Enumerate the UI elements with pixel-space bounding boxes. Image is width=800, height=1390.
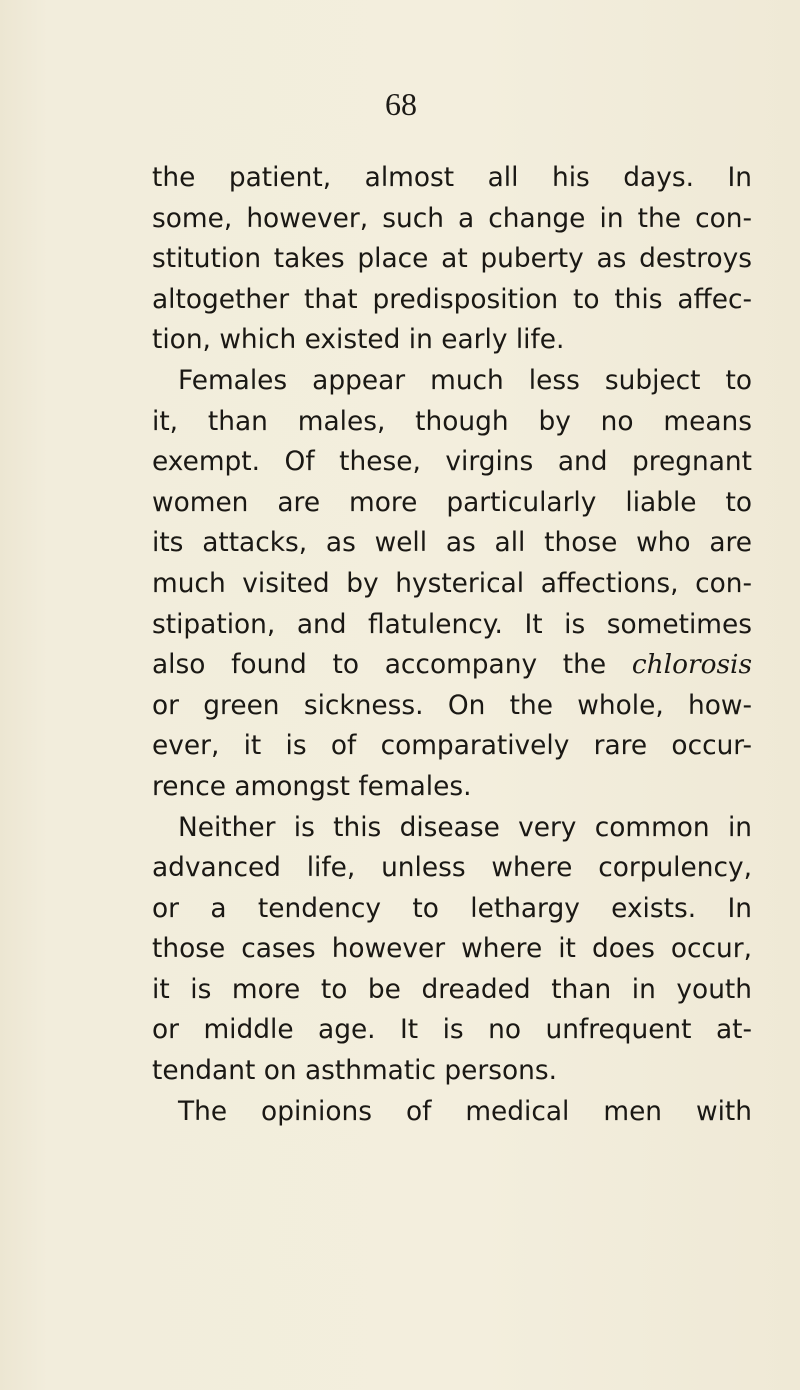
text-line [152, 239, 752, 280]
text-line [152, 645, 752, 686]
text-line [152, 1092, 752, 1133]
text-line [152, 848, 752, 889]
text-line [152, 320, 752, 361]
text-line-content: rence amongst females. [152, 770, 472, 802]
text-line-content: its attacks, as well as all those who are [152, 527, 752, 559]
text-line [152, 686, 752, 727]
text-line [152, 970, 752, 1011]
text-line-content: ever, it is of comparatively rare occur- [152, 730, 752, 762]
text-line [152, 280, 752, 321]
text-line [152, 605, 752, 646]
text-line-content: some, however, such a change in the con- [152, 202, 752, 234]
text-line [152, 442, 752, 483]
text-line [152, 361, 752, 402]
text-line-content: it is more to be dreaded than in youth [152, 973, 752, 1005]
text-line-content: stipation, and flatulency. It is sometimes [152, 608, 752, 640]
text-line-content: altogether that predisposition to this affec- [152, 283, 752, 315]
text-line [152, 564, 752, 605]
text-line-content: tion, which existed in early life. [152, 324, 565, 356]
text-line-content: women are more particularly liable to [152, 486, 752, 518]
text-line [152, 808, 752, 849]
text-line [152, 726, 752, 767]
text-line-content: exempt. Of these, virgins and pregnant [152, 446, 752, 478]
text-line-content: or green sickness. On the whole, how- [152, 689, 752, 721]
text-line-content: stitution takes place at puberty as destroys [152, 243, 752, 275]
text-line-content: Females appear much less subject to [178, 364, 752, 396]
text-line [152, 889, 752, 930]
text-line-content: those cases however where it does occur, [152, 933, 752, 965]
text-line [152, 1010, 752, 1051]
text-line-content: it, than males, though by no means [152, 405, 752, 437]
text-line-content: much visited by hysterical affections, con- [152, 567, 752, 599]
text-line-content: Neither is this disease very common in [178, 811, 752, 843]
text-line [152, 402, 752, 443]
text-line-content: or middle age. It is no unfrequent at- [152, 1014, 752, 1046]
page-number: 68 [385, 86, 417, 122]
italic-term: chlorosis [631, 649, 753, 681]
text-line [152, 1051, 752, 1092]
text-line-content: or a tendency to lethargy exists. In [152, 892, 752, 924]
text-line-content: the patient, almost all his days. In [152, 162, 752, 193]
body-text [152, 158, 752, 1132]
text-line [152, 158, 752, 199]
text-line-content: The opinions of medical men with [178, 1095, 752, 1127]
text-line [152, 929, 752, 970]
text-line [152, 199, 752, 240]
text-line-content: also found to accompany the [152, 649, 607, 681]
text-line-content: advanced life, unless where corpulency, [152, 852, 752, 884]
text-line-content: tendant on asthmatic persons. [152, 1055, 558, 1087]
text-line [152, 767, 752, 808]
text-line [152, 483, 752, 524]
text-line [152, 523, 752, 564]
